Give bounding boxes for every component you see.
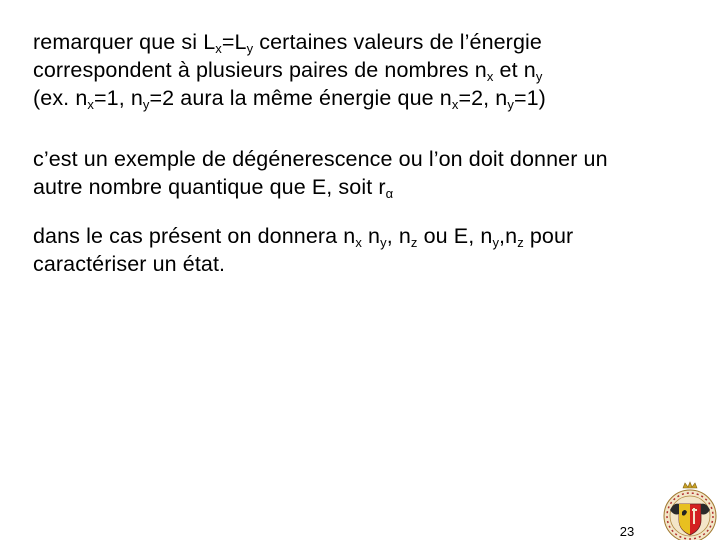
text-line [33, 84, 703, 112]
text-run: correspondent à plusieurs paires de nombres n [33, 58, 487, 82]
paragraph-degeneracy-example [33, 145, 703, 201]
text-run: =1, n [93, 86, 143, 110]
subscript: z [410, 235, 418, 250]
subscript: x [451, 97, 459, 112]
text-run: ou E, n [417, 224, 493, 248]
text-run: n [361, 224, 381, 248]
paragraph-quantum-numbers [33, 222, 703, 278]
text-run: certaines valeurs de l’énergie [253, 30, 542, 54]
text-run: pour [523, 224, 574, 248]
page-number: 23 [619, 524, 635, 539]
text-line [33, 56, 703, 84]
subscript: z [517, 235, 524, 250]
text-line [33, 28, 703, 56]
subscript: α [385, 186, 394, 201]
text-line [33, 222, 703, 250]
text-run: remarquer que si L [33, 30, 216, 54]
text-run: , n [386, 224, 411, 248]
university-seal-icon [652, 480, 718, 540]
text-line: caractériser un état. [33, 252, 226, 276]
subscript: x [215, 41, 222, 56]
subscript: y [380, 235, 387, 250]
text-run: (ex. n [33, 86, 88, 110]
text-run: et n [493, 58, 536, 82]
text-line [33, 173, 703, 201]
subscript: x [87, 97, 94, 112]
subscript: y [535, 69, 543, 84]
subscript: x [486, 69, 494, 84]
subscript: y [246, 41, 254, 56]
text-run: dans le cas présent on donnera n [33, 224, 356, 248]
text-run: =L [221, 30, 247, 54]
text-run: =2 aura la même énergie que n [149, 86, 452, 110]
text-run: =2, n [458, 86, 508, 110]
text-run: autre nombre quantique que E, soit r [33, 175, 386, 199]
text-run: =1) [513, 86, 546, 110]
subscript: y [142, 97, 150, 112]
text-run: ,n [499, 224, 518, 248]
subscript: y [492, 235, 500, 250]
paragraph-degeneracy-condition [33, 28, 703, 112]
subscript: x [355, 235, 362, 250]
subscript: y [507, 97, 514, 112]
text-line: c’est un exemple de dégénerescence ou l’on doit donner un [33, 147, 608, 171]
